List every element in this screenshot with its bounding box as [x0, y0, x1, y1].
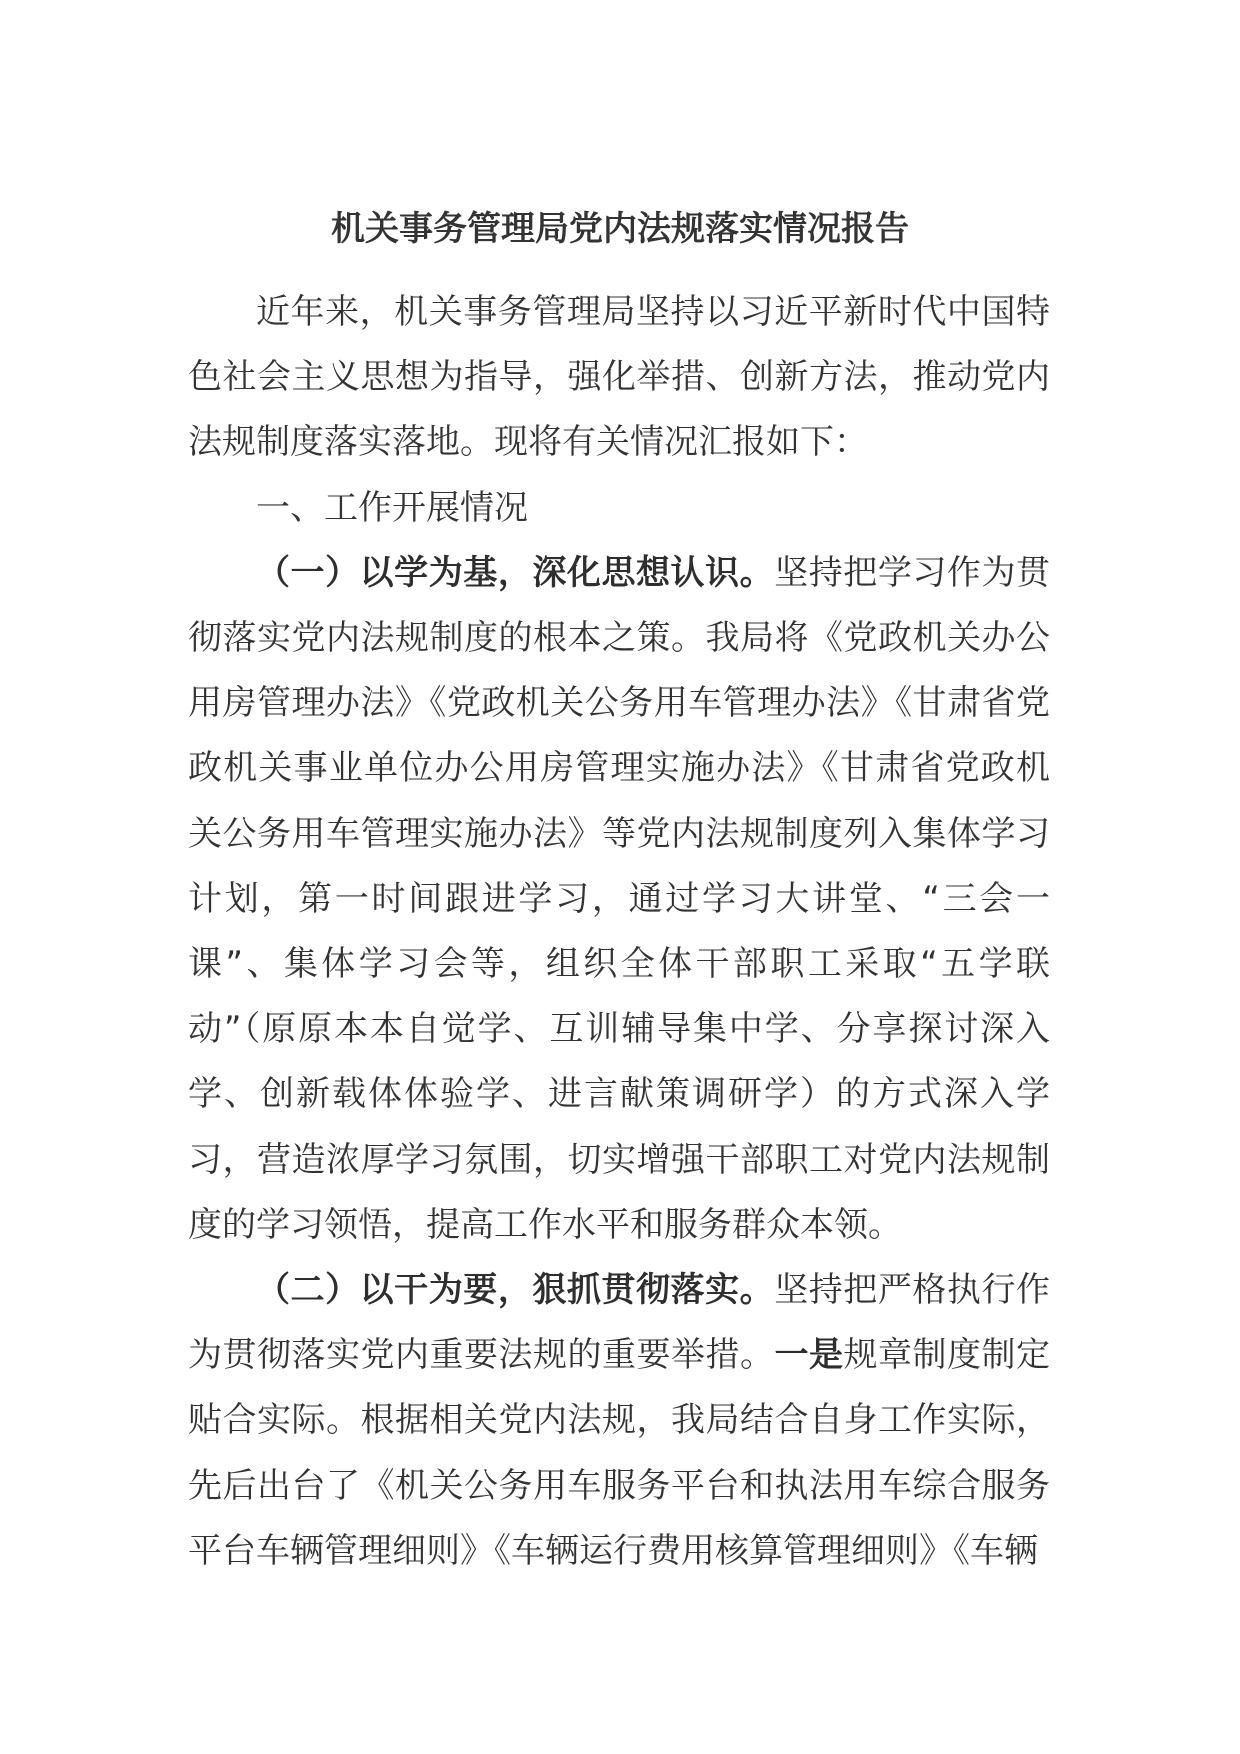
item-2-body-a: 坚持把严格执行作为贯彻落实党内重要法规的重要举措。 — [188, 1270, 1051, 1376]
item-2-marker: 一是 — [774, 1335, 844, 1376]
document-title: 机关事务管理局党内法规落实情况报告 — [331, 209, 909, 249]
item-2-body-b: 规章制度制定贴合实际。根据相关党内法规，我局结合自身工作实际，先后出台了《机关公务用车服务平台和执法用车综合服务平台车辆管理细则》《车辆运行费用核算管理细则》《车辆 — [188, 1335, 1050, 1571]
item-2-paragraph — [188, 1258, 1050, 1584]
item-2-lead: （二）以干为要，狠抓贯彻落实。 — [256, 1270, 775, 1311]
item-1-body: 坚持把学习作为贯彻落实党内法规制度的根本之策。我局将《党政机关办公用房管理办法》《党政机关公务用车管理办法》《甘肃省党政机关事业单位办公用房管理实施办法》《甘肃省党政机关公务用车管理实施办法》等党内法规制度列入集体学习计划，第一时间跟进学习，通过学习大讲堂、“三会一课”、集体学习会等，组织全体干部职工采取“五学联动”（原原本本自觉学、互训辅导集中学、分享探讨深入学、创新载体体验学、进言献策调研学）的方式深入学习，营造浓厚学习氛围，切实增强干部职工对党内法规制度的学习领悟，提高工作水平和服务群众本领。 — [188, 552, 1051, 1245]
item-1-lead: （一）以学为基，深化思想认识。 — [256, 552, 775, 593]
item-1-paragraph — [188, 541, 1050, 1258]
document-body — [188, 280, 1050, 1584]
section-heading: 一、工作开展情况 — [256, 487, 528, 528]
intro-paragraph: 近年来，机关事务管理局坚持以习近平新时代中国特色社会主义思想为指导，强化举措、创新方法，推动党内法规制度落实落地。现将有关情况汇报如下： — [188, 292, 1050, 463]
